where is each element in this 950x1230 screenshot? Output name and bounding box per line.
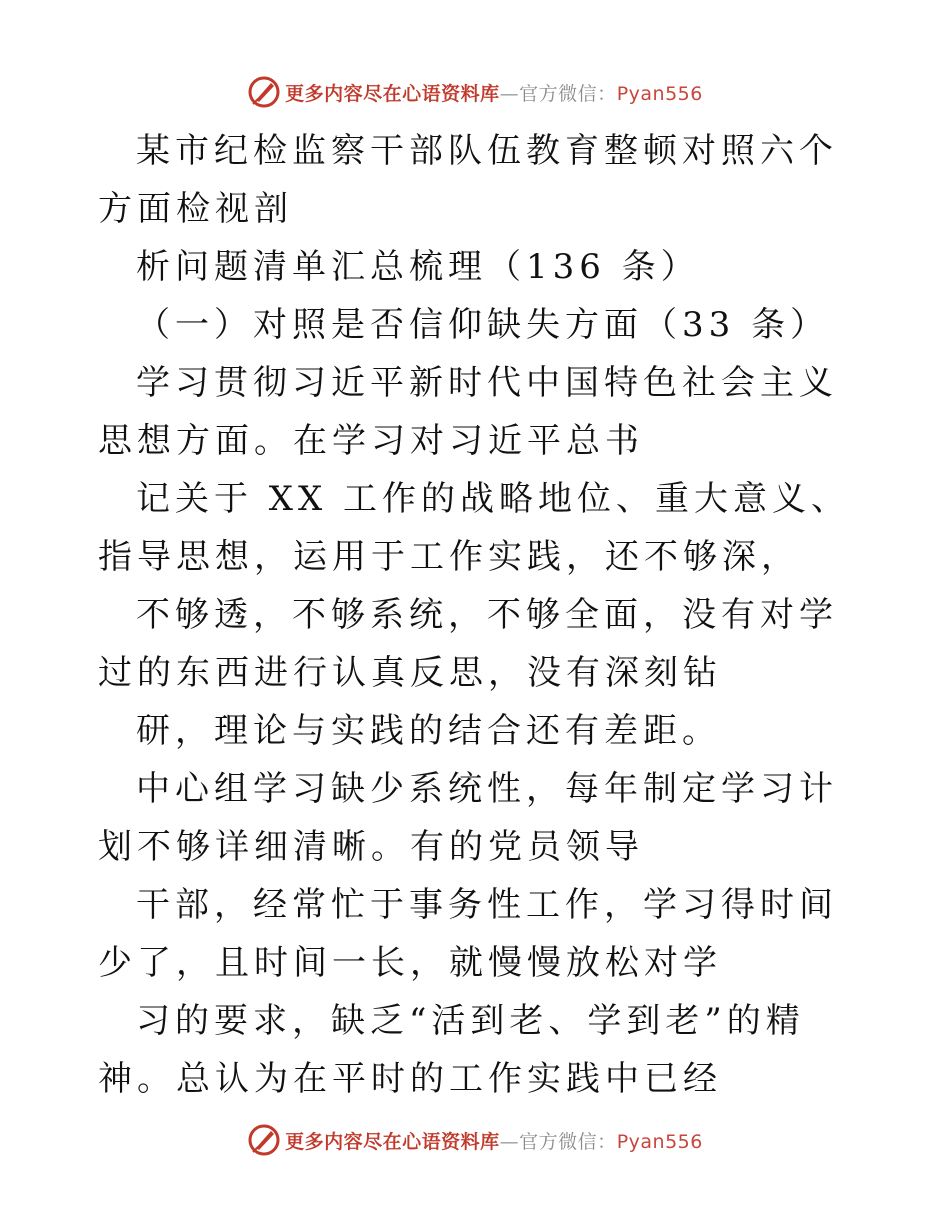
quill-logo-icon (247, 75, 281, 109)
body-paragraph: 干部，经常忙于事务性工作，学习得时间少了，且时间一长，就慢慢放松对学 (98, 885, 838, 983)
watermark-text (285, 1127, 703, 1154)
document-body (98, 122, 858, 1108)
section-heading: （一）对照是否信仰缺失方面（33 条） (136, 305, 830, 345)
body-paragraph: 研，理论与实践的结合还有差距。 (136, 711, 721, 751)
document-title-line-1: 某市纪检监察干部队伍教育整顿对照六个方面检视剖 (98, 131, 838, 229)
watermark-separator: — (499, 1130, 520, 1153)
body-paragraph: 记关于 XX 工作的战略地位、重大意义、指导思想，运用于工作实践，还不够深， (98, 479, 851, 577)
watermark-text (285, 79, 703, 106)
body-paragraph: 不够透，不够系统，不够全面，没有对学过的东西进行认真反思，没有深刻钻 (98, 595, 838, 693)
watermark-brand: 更多内容尽在心语资料库 (285, 82, 500, 105)
footer-watermark (0, 1122, 950, 1158)
body-paragraph: 学习贯彻习近平新时代中国特色社会主义思想方面。在学习对习近平总书 (98, 363, 838, 461)
document-title-line-2: 析问题清单汇总梳理（136 条） (136, 247, 700, 287)
watermark-official-label: 官方微信： (519, 82, 617, 105)
body-paragraph: 习的要求，缺乏“活到老、学到老”的精神。总认为在平时的工作实践中已经 (98, 1001, 805, 1099)
quill-logo-icon (247, 1123, 281, 1157)
watermark-brand: 更多内容尽在心语资料库 (285, 1130, 500, 1153)
body-paragraph: 中心组学习缺少系统性，每年制定学习计划不够详细清晰。有的党员领导 (98, 769, 838, 867)
watermark-separator: — (499, 82, 520, 105)
watermark-account: Pyan556 (616, 1130, 703, 1153)
watermark-official-label: 官方微信： (519, 1130, 617, 1153)
watermark-account: Pyan556 (616, 82, 703, 105)
header-watermark (0, 74, 950, 110)
